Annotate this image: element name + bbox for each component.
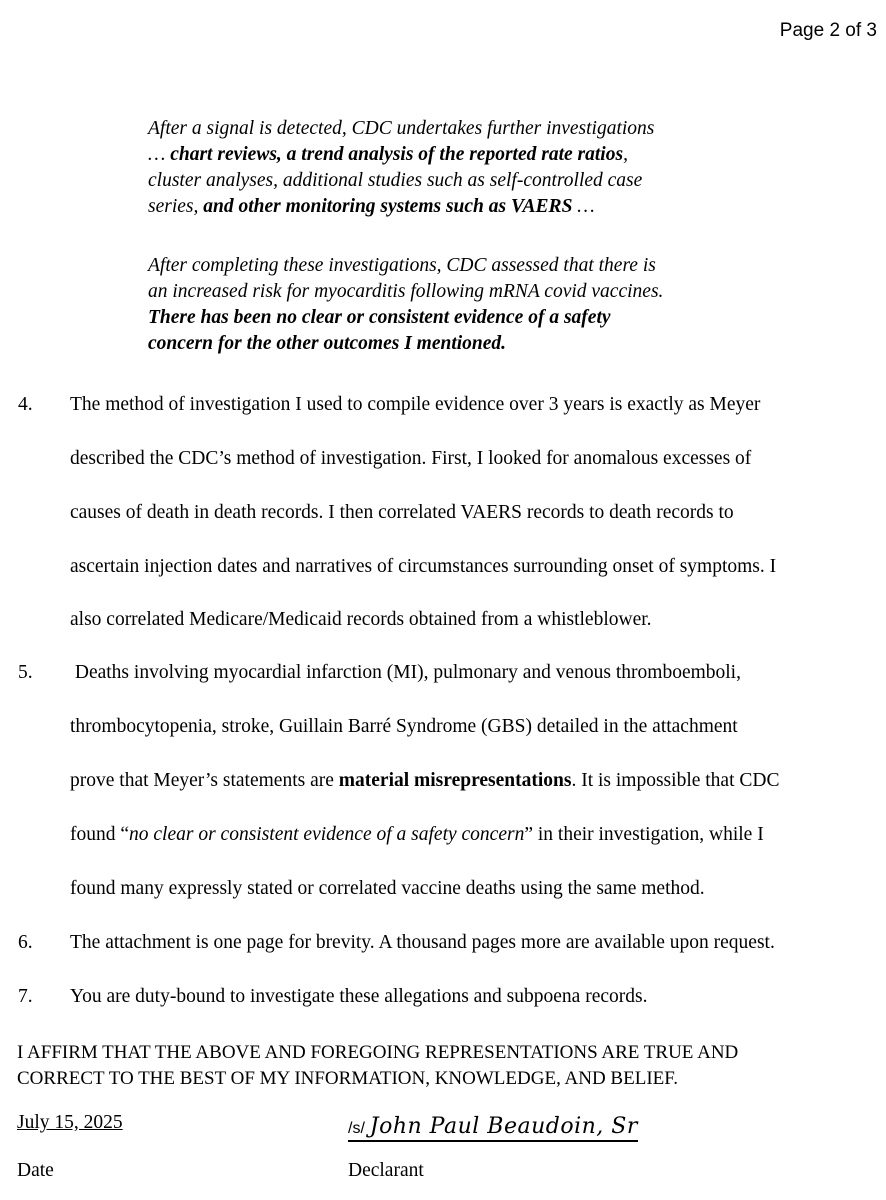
paragraph-number: 5. bbox=[18, 662, 33, 683]
text-line bbox=[70, 770, 779, 792]
text-line bbox=[148, 196, 595, 218]
bold-text: There has been no clear or consistent evidence of a safety bbox=[148, 307, 611, 328]
affirmation-line-2: CORRECT TO THE BEST OF MY INFORMATION, KNOWLEDGE, AND BELIEF. bbox=[17, 1068, 679, 1089]
text-line bbox=[70, 986, 647, 1008]
signature-prefix: /s/ bbox=[348, 1120, 365, 1137]
text-line bbox=[70, 662, 741, 684]
text-segment: found “ bbox=[70, 824, 130, 845]
text-line bbox=[70, 448, 751, 470]
bold-text: material misrepresentations bbox=[338, 770, 572, 791]
text-segment: an increased risk for myocarditis following mRNA covid vaccines. bbox=[148, 281, 664, 302]
handwritten-signature: John Paul Beaudoin, Sr bbox=[369, 1114, 638, 1139]
text-line bbox=[148, 333, 506, 355]
paragraph-number: 7. bbox=[18, 986, 33, 1007]
signature-date: July 15, 2025 bbox=[17, 1112, 123, 1133]
text-segment: Deaths involving myocardial infarction (MI), pulmonary and venous thromboemboli, bbox=[70, 662, 741, 683]
bold-text: concern for the other outcomes I mentioned. bbox=[148, 333, 507, 354]
text-segment: The method of investigation I used to compile evidence over 3 years is exactly as Meyer bbox=[70, 394, 761, 415]
text-line bbox=[70, 878, 705, 900]
declarant-label: Declarant bbox=[348, 1160, 424, 1181]
text-segment: cluster analyses, additional studies such as self-controlled case bbox=[148, 170, 643, 191]
text-line bbox=[70, 932, 775, 954]
text-segment: … bbox=[148, 144, 171, 165]
text-segment: The attachment is one page for brevity. A thousand pages more are available upon request. bbox=[70, 932, 775, 953]
text-line bbox=[148, 118, 654, 140]
text-segment: . It is impossible that CDC bbox=[571, 770, 780, 791]
text-line bbox=[70, 716, 738, 738]
text-line bbox=[70, 609, 652, 631]
bold-text: and other monitoring systems such as VAERS bbox=[203, 196, 573, 217]
paragraph-number: 4. bbox=[18, 394, 33, 415]
page-number: Page 2 of 3 bbox=[779, 20, 877, 41]
signature-line bbox=[348, 1114, 638, 1142]
italic-text: no clear or consistent evidence of a safety concern bbox=[129, 824, 525, 845]
text-segment: causes of death in death records. I then correlated VAERS records to death records to bbox=[70, 502, 734, 523]
text-segment: , bbox=[623, 144, 628, 165]
paragraph-number: 6. bbox=[18, 932, 33, 953]
text-line bbox=[148, 144, 628, 166]
date-label: Date bbox=[17, 1160, 54, 1181]
text-line bbox=[70, 394, 760, 416]
text-segment: You are duty-bound to investigate these allegations and subpoena records. bbox=[70, 986, 648, 1007]
text-segment: also correlated Medicare/Medicaid records obtained from a whistleblower. bbox=[70, 609, 652, 630]
text-segment: ascertain injection dates and narratives of circumstances surrounding onset of symptoms. I bbox=[70, 556, 777, 577]
text-segment: ” in their investigation, while I bbox=[524, 824, 764, 845]
text-line bbox=[148, 170, 642, 192]
bold-text: chart reviews, a trend analysis of the reported rate ratios bbox=[170, 144, 624, 165]
text-segment: After completing these investigations, CDC assessed that there is bbox=[148, 255, 656, 276]
text-segment: described the CDC’s method of investigation. First, I looked for anomalous excesses of bbox=[70, 448, 752, 469]
text-segment: prove that Meyer’s statements are bbox=[70, 770, 339, 791]
text-segment: After a signal is detected, CDC undertakes further investigations bbox=[148, 118, 655, 139]
text-line bbox=[148, 307, 611, 329]
affirmation-line-1: I AFFIRM THAT THE ABOVE AND FOREGOING REPRESENTATIONS ARE TRUE AND bbox=[17, 1042, 739, 1063]
text-segment: thrombocytopenia, stroke, Guillain Barré Syndrome (GBS) detailed in the attachment bbox=[70, 716, 738, 737]
text-segment: found many expressly stated or correlated vaccine deaths using the same method. bbox=[70, 878, 705, 899]
text-segment: series, bbox=[148, 196, 204, 217]
text-line bbox=[148, 281, 663, 303]
text-line bbox=[70, 824, 764, 846]
text-line bbox=[148, 255, 656, 277]
text-line bbox=[70, 556, 776, 578]
text-line bbox=[70, 502, 734, 524]
text-segment: … bbox=[572, 196, 595, 217]
